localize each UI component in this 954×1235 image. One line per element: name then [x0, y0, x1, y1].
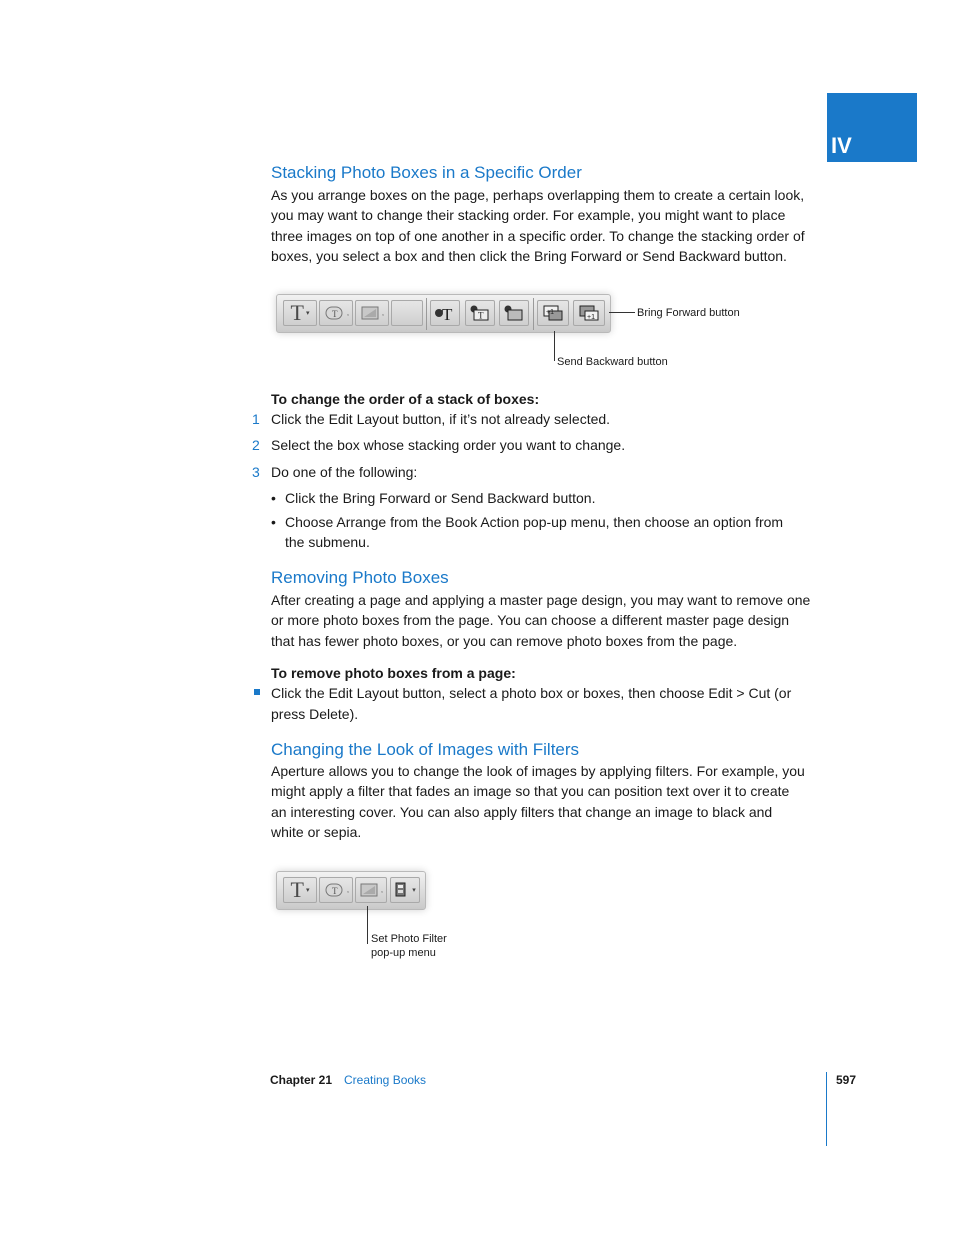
dropdown-arrow-icon: ,: [347, 309, 349, 317]
bullet-dot: •: [271, 514, 276, 530]
footer-chapter-title: Creating Books: [344, 1073, 427, 1087]
toolbar-separator: [533, 298, 534, 330]
task-title-stacking: To change the order of a stack of boxes:: [271, 391, 540, 407]
paragraph-line: an interesting cover. You can also apply filters that change an image to black and: [271, 803, 773, 820]
svg-text:T: T: [332, 309, 338, 319]
bullet-dot: •: [271, 490, 276, 506]
add-photo-box-icon[interactable]: [499, 300, 529, 326]
footer-chapter: Chapter 21: [270, 1073, 333, 1087]
shape-icon[interactable]: [355, 877, 387, 903]
step-text: Click the Edit Layout button, if it’s not already selected.: [271, 411, 611, 427]
add-photo-box-glyph-icon: [502, 303, 526, 323]
send-backward-callout-line: [554, 331, 555, 361]
send-backward-button[interactable]: [537, 300, 569, 326]
task-title-removing: To remove photo boxes from a page:: [271, 665, 516, 681]
filter-toolbar: [276, 871, 426, 910]
chapter-tab-label: IV: [831, 133, 852, 158]
image-box-icon: [360, 305, 380, 321]
bullet-line: the submenu.: [285, 534, 370, 550]
paragraph-line: that has fewer photo boxes, or you can remove photo boxes from the page.: [271, 632, 738, 649]
add-text-box-icon[interactable]: [465, 300, 495, 326]
dropdown-arrow-icon: ▾: [305, 310, 310, 317]
shape-icon[interactable]: [355, 300, 389, 326]
step-number: 3: [252, 464, 260, 480]
dropdown-arrow-icon: ,: [382, 309, 384, 317]
bullet-text: [285, 512, 827, 552]
footer-divider: [826, 1072, 827, 1146]
callout-line: pop-up menu: [371, 947, 436, 959]
bullet-text: [271, 683, 827, 724]
step-number: 1: [252, 411, 260, 427]
step-text: Do one of the following:: [271, 464, 418, 480]
text-box-icon[interactable]: [283, 877, 317, 903]
paragraph-line: After creating a page and applying a master page design, you may want to remove one: [271, 592, 811, 608]
section-heading-stacking: Stacking Photo Boxes in a Specific Order: [271, 163, 582, 182]
bullet-line: press Delete).: [271, 705, 359, 722]
section-paragraph-removing: [271, 590, 827, 651]
dropdown-arrow-icon: ▾: [412, 887, 416, 894]
photo-filter-callout: [371, 932, 447, 960]
image-box-icon: [359, 882, 379, 898]
step-number: 2: [252, 437, 260, 453]
bullet-line: Choose Arrange from the Book Action pop-up menu, then choose an option from: [285, 514, 784, 530]
layout-toolbar: [276, 294, 611, 333]
paragraph-line: or more photo boxes from the page. You can choose a different master page design: [271, 612, 790, 629]
add-text-glyph-icon: [433, 303, 457, 323]
rounded-text-box-icon: [323, 305, 345, 321]
page-number: 597: [836, 1073, 857, 1087]
section-paragraph-filters: [271, 761, 827, 842]
dropdown-arrow-icon: ▾: [305, 887, 310, 894]
dropdown-arrow-icon: ,: [381, 886, 383, 894]
text-glyph: T: [290, 300, 304, 325]
step-text: Select the box whose stacking order you want to change.: [271, 437, 626, 453]
bullet-line: Click the Edit Layout button, select a photo box or boxes, then choose Edit > Cut (or: [271, 685, 792, 701]
chapter-tab: [827, 93, 917, 162]
text-box-round-icon[interactable]: [319, 877, 353, 903]
send-backward-callout: Send Backward button: [557, 356, 668, 368]
section-heading-removing: Removing Photo Boxes: [271, 568, 449, 587]
section-heading-filters: Changing the Look of Images with Filters: [271, 740, 580, 759]
bullet-text: Click the Bring Forward or Send Backward button.: [285, 490, 596, 506]
svg-text:T: T: [442, 305, 453, 323]
bring-forward-button[interactable]: [573, 300, 605, 326]
bring-forward-callout-line: [609, 312, 635, 313]
toolbar-separator: [426, 298, 427, 330]
paragraph-line: three images on top of one another in a specific order. To change the stacking order of: [271, 227, 805, 244]
send-backward-icon: [541, 303, 565, 323]
dropdown-arrow-icon: ,: [347, 886, 349, 894]
paragraph-line: you may want to change their stacking order. For example, you might want to place: [271, 207, 786, 224]
bring-forward-icon: [577, 303, 601, 323]
paragraph-line: boxes, you select a box and then click the Bring Forward or Send Backward button.: [271, 247, 787, 264]
set-photo-filter-button[interactable]: [390, 877, 420, 903]
rounded-text-box-icon: [323, 882, 345, 898]
empty-toolbar-slot: [391, 300, 423, 326]
section-paragraph-stacking: [271, 185, 827, 266]
square-bullet-icon: [254, 689, 260, 695]
paragraph-line: Aperture allows you to change the look of images by applying filters. For example, you: [271, 763, 805, 779]
photo-filter-callout-line: [367, 906, 368, 944]
paragraph-line: white or sepia.: [271, 823, 362, 840]
svg-text:T: T: [332, 886, 338, 896]
paragraph-line: might apply a filter that fades an image so that you can position text over it to create: [271, 783, 790, 800]
photo-filter-icon: [394, 881, 410, 899]
svg-text:T: T: [478, 310, 484, 321]
svg-text:+1: +1: [546, 309, 554, 316]
text-box-icon[interactable]: [283, 300, 317, 326]
bring-forward-callout: Bring Forward button: [637, 307, 740, 319]
text-box-round-icon[interactable]: [319, 300, 353, 326]
callout-line: Set Photo Filter: [371, 933, 447, 945]
text-glyph: T: [290, 877, 304, 902]
add-text-box-glyph-icon: [468, 303, 492, 323]
svg-text:+1: +1: [587, 314, 595, 321]
paragraph-line: As you arrange boxes on the page, perhaps overlapping them to create a certain look,: [271, 187, 805, 203]
add-text-icon[interactable]: [430, 300, 460, 326]
